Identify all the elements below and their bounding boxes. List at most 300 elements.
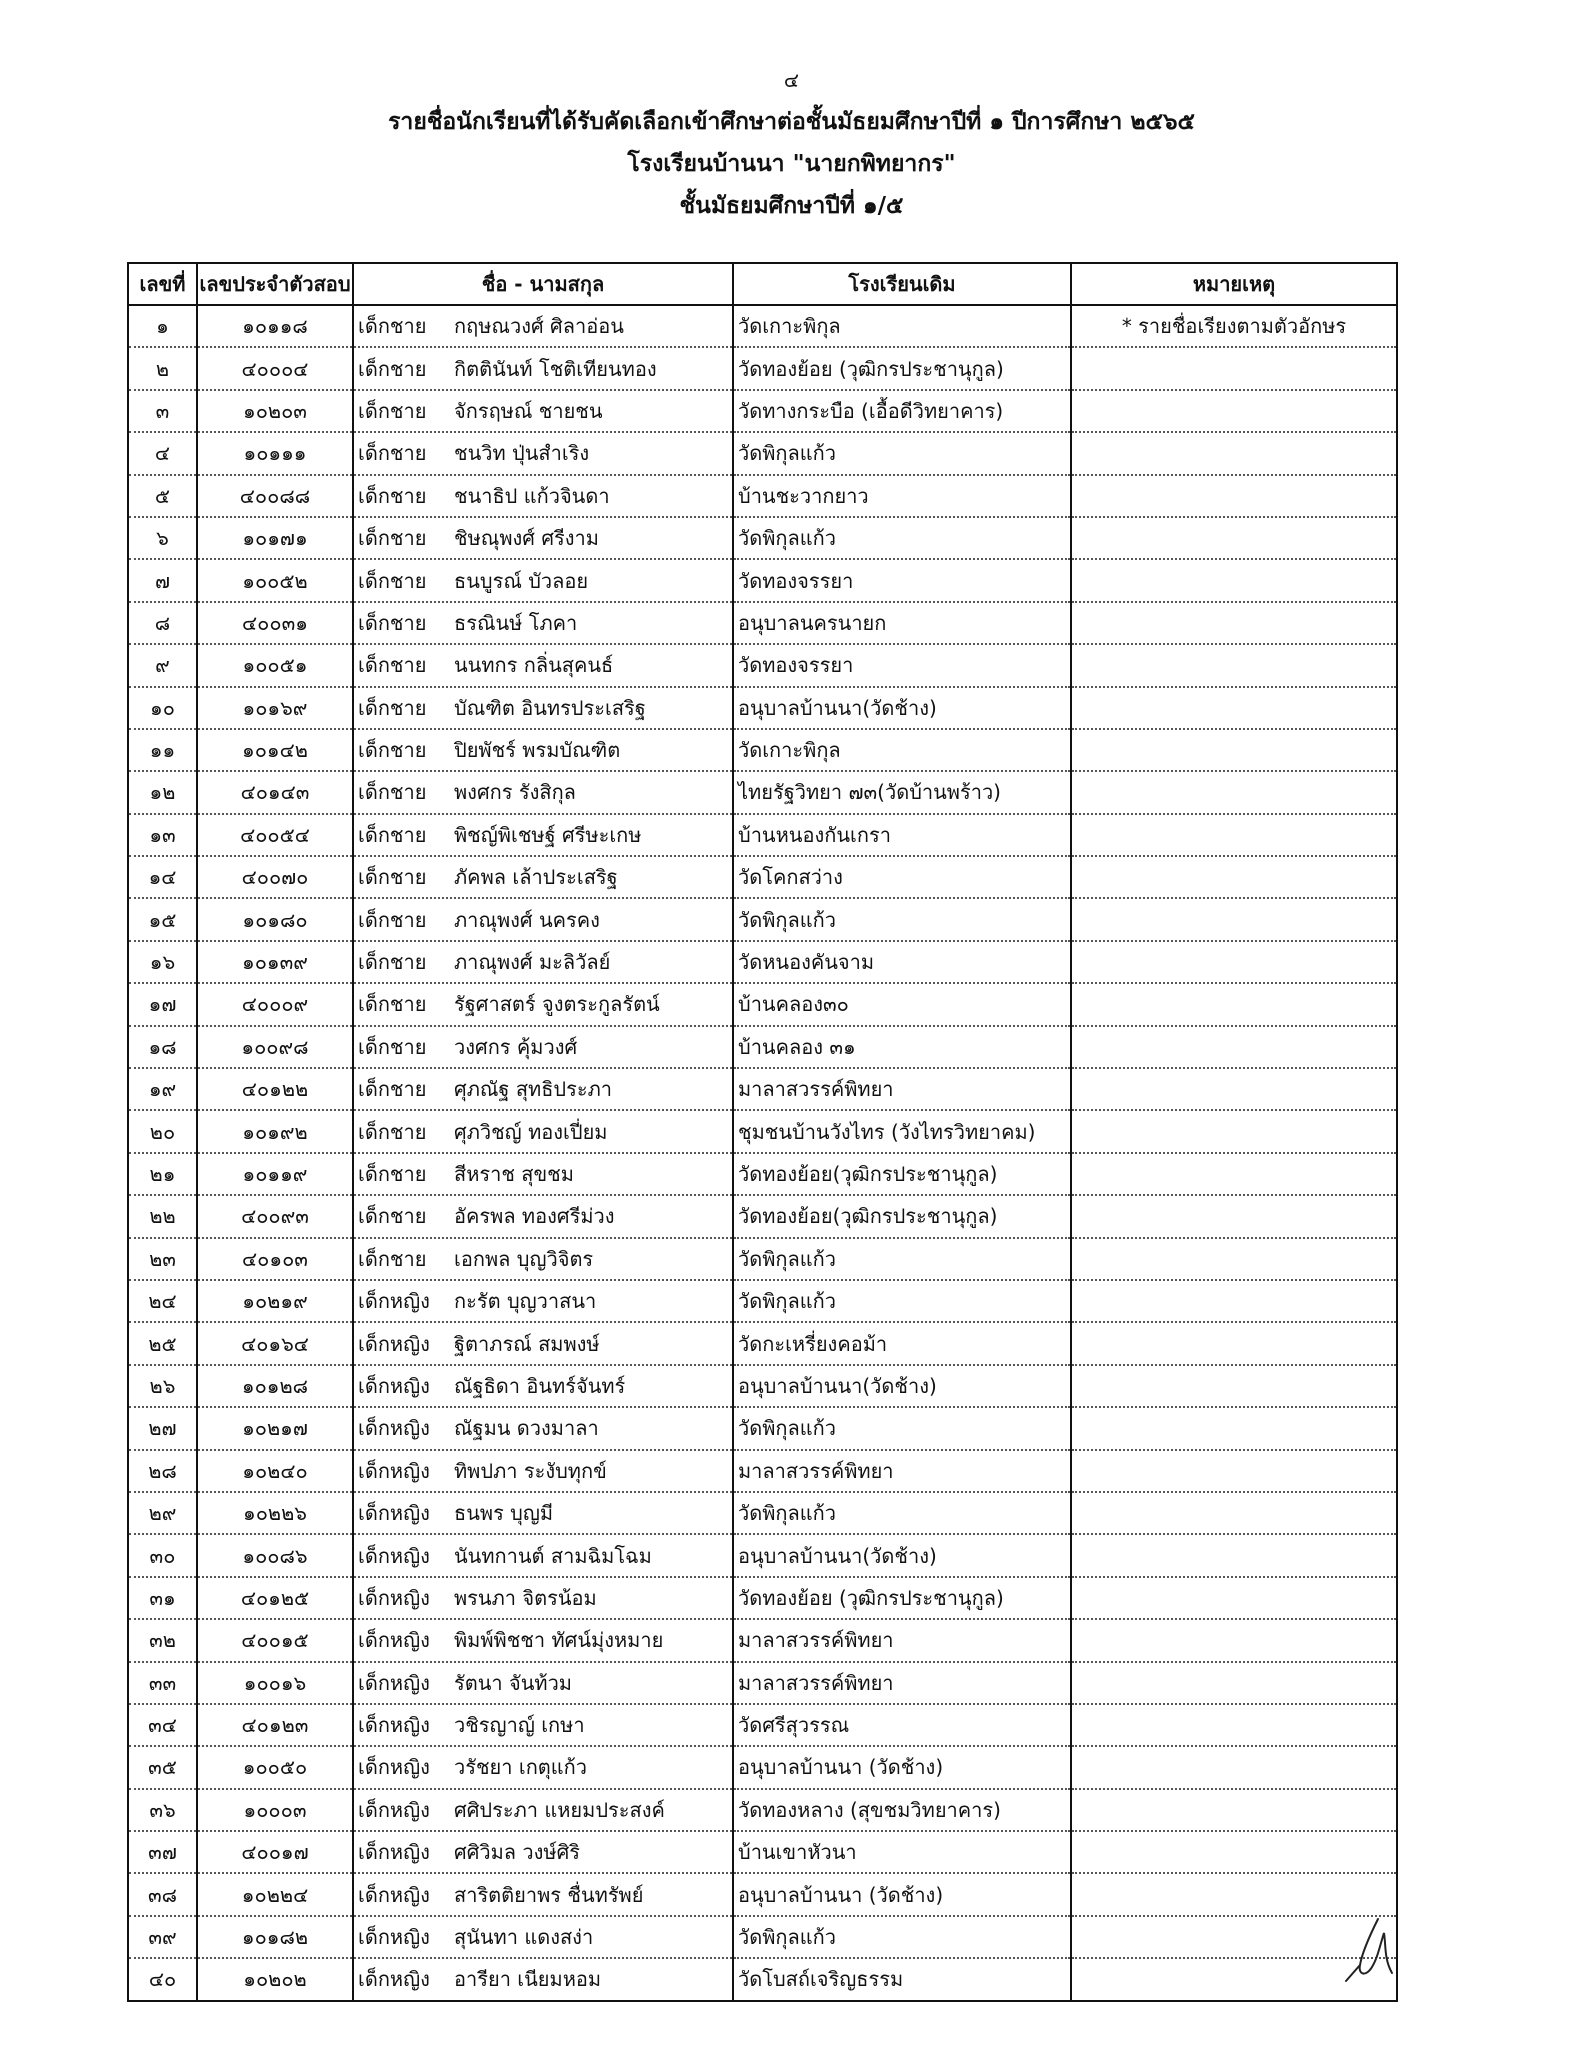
exam-id: [197, 1195, 353, 1237]
row-number: [128, 1026, 197, 1068]
table-row: [128, 1916, 1397, 1958]
student-name: [353, 1831, 733, 1873]
exam-id-text: ๑๐๐๕๐: [242, 1755, 308, 1780]
student-name: [353, 305, 733, 347]
exam-id-text: ๔๐๐๘๘: [239, 483, 311, 508]
name-prefix: เด็กหญิง: [358, 1755, 430, 1780]
remark: [1071, 1873, 1397, 1915]
row-number: [128, 1662, 197, 1704]
exam-id: [197, 1958, 353, 2000]
previous-school: [733, 856, 1071, 898]
school-text: มาลาสวรรค์พิทยา: [738, 1458, 894, 1483]
name-prefix: เด็กชาย: [358, 441, 427, 466]
row-number-text: ๓๐: [149, 1543, 176, 1568]
row-number: [128, 1153, 197, 1195]
exam-id-text: ๔๐๐๐๔: [241, 356, 309, 381]
row-number: [128, 1195, 197, 1237]
school-text: วัดทองย้อย(วุฒิกรประชานุกูล): [738, 1204, 998, 1229]
remark: [1071, 1110, 1397, 1152]
row-number-text: ๑๔: [148, 865, 177, 890]
previous-school: [733, 1110, 1071, 1152]
previous-school: [733, 1407, 1071, 1449]
name-prefix: เด็กชาย: [358, 526, 427, 551]
full-name: กิตตินันท์ โชติเทียนทอง: [454, 356, 657, 381]
remark: [1071, 1619, 1397, 1661]
school-text: บ้านหนองกันเกรา: [738, 822, 891, 847]
name-prefix: เด็กชาย: [358, 1162, 427, 1186]
header-school: โรงเรียนเดิม: [733, 263, 1071, 305]
exam-id: [197, 1068, 353, 1110]
row-number-text: ๙: [155, 653, 170, 678]
table-row: [128, 1195, 1397, 1237]
name-prefix: เด็กชาย: [358, 1204, 427, 1229]
row-number-text: ๒๓: [149, 1246, 176, 1271]
exam-id: [197, 1789, 353, 1831]
name-prefix: เด็กชาย: [358, 695, 427, 720]
school-text: วัดเกาะพิกุล: [738, 738, 841, 763]
name-prefix: เด็กหญิง: [358, 1331, 430, 1356]
header-remark: หมายเหตุ: [1071, 263, 1397, 305]
exam-id-text: ๑๐๐๕๑: [242, 653, 308, 678]
table-body: [128, 305, 1397, 2001]
full-name: วรัชยา เกตุแก้ว: [454, 1755, 588, 1780]
previous-school: [733, 941, 1071, 983]
exam-id-text: ๔๐๐๐๙: [241, 992, 309, 1017]
remark: [1071, 1450, 1397, 1492]
exam-id-text: ๔๐๑๒๕: [240, 1585, 310, 1610]
table-row: [128, 1746, 1397, 1788]
exam-id: [197, 1534, 353, 1576]
school-text: มาลาสวรรค์พิทยา: [738, 1670, 894, 1695]
name-prefix: เด็กชาย: [358, 780, 427, 805]
exam-id-text: ๔๐๐๓๑: [242, 610, 308, 635]
row-number: [128, 1238, 197, 1280]
remark: [1071, 1831, 1397, 1873]
row-number-text: ๒๖: [149, 1373, 176, 1398]
exam-id-text: ๑๐๑๙๒: [242, 1119, 308, 1144]
exam-id-text: ๑๐๒๐๒: [243, 1967, 307, 1992]
remark: [1071, 475, 1397, 517]
previous-school: [733, 1916, 1071, 1958]
previous-school: [733, 1026, 1071, 1068]
previous-school: [733, 729, 1071, 771]
school-text: วัดโบสถ์เจริญธรรม: [738, 1967, 904, 1992]
previous-school: [733, 1789, 1071, 1831]
student-name: [353, 644, 733, 686]
remark: [1071, 559, 1397, 601]
exam-id-text: ๑๐๒๑๙: [242, 1289, 308, 1314]
table-row: [128, 1322, 1397, 1364]
remark: [1071, 390, 1397, 432]
previous-school: [733, 1195, 1071, 1237]
exam-id-text: ๔๐๑๔๓: [240, 780, 310, 805]
exam-id-text: ๑๐๑๔๒: [242, 738, 308, 763]
school-text: วัดเกาะพิกุล: [738, 314, 841, 339]
remark: [1071, 1195, 1397, 1237]
full-name: ศุภณัฐ สุทธิประภา: [454, 1077, 613, 1102]
row-number: [128, 1916, 197, 1958]
exam-id-text: ๔๐๐๙๓: [241, 1204, 309, 1229]
row-number-text: ๔๐: [148, 1967, 177, 1992]
name-prefix: เด็กชาย: [358, 1246, 427, 1271]
name-prefix: เด็กหญิง: [358, 1967, 430, 1992]
school-text: วัดทองหลาง (สุขชมวิทยาคาร): [738, 1797, 1001, 1822]
exam-id: [197, 1873, 353, 1915]
previous-school: [733, 1322, 1071, 1364]
full-name: ณัฐธิดา อินทร์จันทร์: [454, 1373, 626, 1398]
remark: [1071, 687, 1397, 729]
previous-school: [733, 1746, 1071, 1788]
student-name: [353, 559, 733, 601]
remark: [1071, 432, 1397, 474]
school-text: วัดโคกสว่าง: [738, 865, 843, 890]
name-prefix: เด็กหญิง: [358, 1840, 430, 1865]
full-name: อารียา เนียมหอม: [454, 1967, 602, 1992]
exam-id-text: ๑๐๐๙๘: [241, 1034, 309, 1059]
name-prefix: เด็กหญิง: [358, 1543, 430, 1568]
remark: [1071, 898, 1397, 940]
name-prefix: เด็กหญิง: [358, 1628, 430, 1653]
full-name: ทิพปภา ระงับทุกข์: [454, 1458, 607, 1483]
row-number-text: ๒๐: [149, 1119, 176, 1144]
full-name: รัตนา จันท้วม: [454, 1670, 572, 1695]
school-text: วัดพิกุลแก้ว: [738, 1289, 836, 1314]
full-name: บัณฑิต อินทรประเสริฐ: [454, 695, 646, 720]
row-number: [128, 602, 197, 644]
previous-school: [733, 1577, 1071, 1619]
table-row: [128, 1365, 1397, 1407]
exam-id-text: ๑๐๑๑๑: [243, 441, 307, 466]
exam-id: [197, 390, 353, 432]
school-text: วัดพิกุลแก้ว: [738, 441, 836, 466]
exam-id-text: ๑๐๑๒๘: [241, 1373, 309, 1398]
name-prefix: เด็กหญิง: [358, 1289, 430, 1314]
student-name: [353, 1238, 733, 1280]
row-number-text: ๑๐: [150, 695, 175, 720]
remark: [1071, 1322, 1397, 1364]
remark: [1071, 729, 1397, 771]
full-name: ธรณินษ์ โภคา: [454, 610, 578, 635]
exam-id: [197, 898, 353, 940]
school-text: วัดทองจรรยา: [738, 653, 854, 678]
school-text: วัดทางกระบือ (เอื้อดีวิทยาคาร): [738, 398, 1004, 423]
student-name: [353, 390, 733, 432]
row-number-text: ๓๕: [148, 1755, 177, 1780]
table-row: [128, 1662, 1397, 1704]
exam-id-text: ๔๐๑๐๓: [242, 1246, 308, 1271]
signature-mark: [1340, 1915, 1410, 1985]
table-row: [128, 1068, 1397, 1110]
name-prefix: เด็กหญิง: [358, 1670, 430, 1695]
exam-id-text: ๑๐๑๓๙: [242, 950, 308, 975]
row-number: [128, 475, 197, 517]
exam-id-text: ๔๐๑๖๔: [241, 1331, 309, 1356]
table-row: [128, 1704, 1397, 1746]
row-number-text: ๑๖: [149, 950, 176, 975]
school-text: วัดพิกุลแก้ว: [738, 907, 836, 932]
previous-school: [733, 771, 1071, 813]
exam-id: [197, 432, 353, 474]
remark: [1071, 856, 1397, 898]
student-name: [353, 1534, 733, 1576]
row-number: [128, 856, 197, 898]
row-number-text: ๑๒: [149, 780, 176, 805]
exam-id-text: ๔๐๑๒๓: [241, 1713, 309, 1738]
exam-id: [197, 983, 353, 1025]
school-text: บ้านคลอง๓๐: [738, 992, 849, 1017]
exam-id: [197, 602, 353, 644]
row-number-text: ๓๒: [149, 1628, 176, 1653]
exam-id-text: ๑๐๒๔๐: [242, 1458, 308, 1483]
table-row: [128, 941, 1397, 983]
row-number: [128, 347, 197, 389]
name-prefix: เด็กหญิง: [358, 1585, 430, 1610]
school-text: วัดกะเหรี่ยงคอม้า: [738, 1331, 888, 1356]
previous-school: [733, 1958, 1071, 2000]
row-number: [128, 1619, 197, 1661]
full-name: ศุภวิชญ์ ทองเปี่ยม: [454, 1119, 608, 1144]
school-text: วัดพิกุลแก้ว: [738, 1501, 836, 1526]
row-number: [128, 1365, 197, 1407]
row-number: [128, 771, 197, 813]
full-name: พงศกร รังสิกุล: [454, 780, 576, 805]
exam-id: [197, 1577, 353, 1619]
school-text: อนุบาลบ้านนา(วัดช้าง): [738, 1373, 937, 1398]
exam-id: [197, 1280, 353, 1322]
name-prefix: เด็กชาย: [358, 398, 427, 423]
remark: [1071, 1662, 1397, 1704]
full-name: สาริตติยาพร ชื่นทรัพย์: [454, 1882, 644, 1907]
exam-id: [197, 347, 353, 389]
name-prefix: เด็กชาย: [358, 1034, 427, 1059]
table-row: [128, 1153, 1397, 1195]
exam-id-text: ๑๐๒๐๓: [243, 398, 307, 423]
remark: [1071, 1746, 1397, 1788]
table-row: [128, 814, 1397, 856]
name-prefix: เด็กชาย: [358, 865, 427, 890]
exam-id: [197, 1238, 353, 1280]
school-text: วัดศรีสุวรรณ: [738, 1713, 850, 1738]
row-number: [128, 1450, 197, 1492]
name-prefix: เด็กหญิง: [358, 1797, 430, 1822]
remark: [1071, 941, 1397, 983]
student-name: [353, 1746, 733, 1788]
row-number: [128, 390, 197, 432]
remark: [1071, 1280, 1397, 1322]
student-name: [353, 1280, 733, 1322]
name-prefix: เด็กหญิง: [358, 1713, 430, 1738]
full-name: ชนวิท ปุ่นสำเริง: [454, 441, 590, 466]
exam-id: [197, 729, 353, 771]
row-number-text: ๑๓: [149, 822, 176, 847]
row-number-text: ๓๗: [148, 1840, 177, 1865]
table-row: [128, 1534, 1397, 1576]
previous-school: [733, 1068, 1071, 1110]
remark: [1071, 1789, 1397, 1831]
previous-school: [733, 898, 1071, 940]
student-name: [353, 517, 733, 559]
name-prefix: เด็กหญิง: [358, 1882, 430, 1907]
row-number: [128, 517, 197, 559]
student-name: [353, 1407, 733, 1449]
school-text: วัดทองย้อย (วุฒิกรประชานุกูล): [738, 1585, 1004, 1610]
full-name: ศศิวิมล วงษ์ศิริ: [454, 1840, 581, 1865]
exam-id: [197, 1322, 353, 1364]
remark: [1071, 644, 1397, 686]
previous-school: [733, 347, 1071, 389]
full-name: สีหราช สุขชม: [454, 1162, 574, 1186]
remark: [1071, 1238, 1397, 1280]
name-prefix: เด็กชาย: [358, 907, 427, 932]
table-row: [128, 983, 1397, 1025]
full-name: อัครพล ทองศรีม่วง: [454, 1204, 615, 1229]
remark: [1071, 1153, 1397, 1195]
full-name: พิมพ์พิชชา ทัศน์มุ่งหมาย: [454, 1628, 664, 1653]
table-row: [128, 390, 1397, 432]
full-name: ฐิตาภรณ์ สมพงษ์: [454, 1331, 600, 1356]
exam-id: [197, 644, 353, 686]
row-number: [128, 1068, 197, 1110]
row-number: [128, 1831, 197, 1873]
full-name: ชิษณุพงศ์ ศรีงาม: [454, 526, 599, 551]
school-text: มาลาสวรรค์พิทยา: [738, 1077, 894, 1102]
name-prefix: เด็กชาย: [358, 1119, 427, 1144]
school-text: อนุบาลบ้านนา(วัดช้าง): [738, 1543, 937, 1568]
student-name: [353, 687, 733, 729]
student-name: [353, 1873, 733, 1915]
row-number-text: ๑๑: [149, 738, 176, 763]
name-prefix: เด็กชาย: [358, 568, 427, 593]
remark: [1071, 983, 1397, 1025]
student-name: [353, 1195, 733, 1237]
row-number-text: ๓: [155, 398, 170, 423]
row-number: [128, 1280, 197, 1322]
exam-id: [197, 1450, 353, 1492]
row-number-text: ๒๒: [149, 1204, 176, 1229]
previous-school: [733, 1365, 1071, 1407]
table-row: [128, 1789, 1397, 1831]
previous-school: [733, 305, 1071, 347]
exam-id: [197, 1110, 353, 1152]
full-name: พรนภา จิตรน้อม: [454, 1585, 597, 1610]
exam-id-text: ๑๐๑๖๙: [242, 695, 308, 720]
remark: [1071, 1068, 1397, 1110]
row-number: [128, 1534, 197, 1576]
student-name: [353, 729, 733, 771]
row-number-text: ๓๘: [147, 1882, 178, 1907]
name-prefix: เด็กชาย: [358, 950, 427, 975]
table-row: [128, 602, 1397, 644]
row-number-text: ๒๕: [148, 1331, 177, 1356]
row-number-text: ๒๘: [148, 1458, 177, 1483]
school-text: อนุบาลบ้านนา (วัดช้าง): [738, 1882, 944, 1907]
previous-school: [733, 1619, 1071, 1661]
full-name: วชิรญาญ์ เกษา: [454, 1713, 585, 1738]
full-name: รัฐศาสตร์ จูงตระกูลรัตน์: [454, 992, 660, 1017]
name-prefix: เด็กชาย: [358, 822, 427, 847]
row-number: [128, 687, 197, 729]
remark: [1071, 1534, 1397, 1576]
school-text: วัดทองย้อย (วุฒิกรประชานุกูล): [738, 356, 1004, 381]
row-number-text: ๑: [156, 314, 169, 339]
full-name: สุนันทา แดงสง่า: [454, 1925, 594, 1950]
table-row: [128, 1110, 1397, 1152]
full-name: จักรฤษณ์ ชายชน: [454, 398, 603, 423]
table-row: [128, 687, 1397, 729]
exam-id: [197, 305, 353, 347]
exam-id: [197, 1492, 353, 1534]
header-exam-id: เลขประจำตัวสอบ: [197, 263, 353, 305]
table-row: [128, 1492, 1397, 1534]
table-header: [128, 263, 1397, 305]
previous-school: [733, 559, 1071, 601]
student-name: [353, 856, 733, 898]
full-name: เอกพล บุญวิจิตร: [454, 1246, 594, 1271]
previous-school: [733, 1492, 1071, 1534]
student-name: [353, 1110, 733, 1152]
previous-school: [733, 475, 1071, 517]
school-text: ไทยรัฐวิทยา ๗๓(วัดบ้านพร้าว): [738, 780, 1001, 805]
name-prefix: เด็กหญิง: [358, 1501, 430, 1526]
header-name: ชื่อ - นามสกุล: [353, 263, 733, 305]
table-row: [128, 475, 1397, 517]
table-row: [128, 517, 1397, 559]
school-text: วัดพิกุลแก้ว: [738, 1246, 836, 1271]
row-number-text: ๘: [154, 610, 171, 635]
exam-id: [197, 517, 353, 559]
student-name: [353, 1322, 733, 1364]
row-number: [128, 1110, 197, 1152]
row-number: [128, 1322, 197, 1364]
student-name: [353, 1450, 733, 1492]
exam-id: [197, 941, 353, 983]
exam-id-text: ๑๐๐๘๖: [242, 1543, 308, 1568]
table-row: [128, 305, 1397, 347]
row-number: [128, 1746, 197, 1788]
exam-id-text: ๑๐๒๒๖: [243, 1501, 307, 1526]
student-name: [353, 1662, 733, 1704]
exam-id-text: ๑๐๐๐๓: [243, 1797, 307, 1822]
table-row: [128, 1831, 1397, 1873]
exam-id-text: ๑๐๑๘๒: [241, 1925, 309, 1950]
previous-school: [733, 1534, 1071, 1576]
remark: [1071, 1577, 1397, 1619]
exam-id: [197, 1662, 353, 1704]
exam-id: [197, 1026, 353, 1068]
row-number: [128, 898, 197, 940]
exam-id: [197, 856, 353, 898]
class-level: ชั้นมัธยมศึกษาปีที่ ๑/๕: [679, 193, 904, 219]
exam-id-text: ๔๐๐๑๕: [241, 1628, 309, 1653]
full-name: ภัคพล เล้าประเสริฐ: [454, 865, 618, 890]
school-name: โรงเรียนบ้านนา "นายกพิทยากร": [627, 151, 956, 177]
student-name: [353, 602, 733, 644]
row-number-text: ๑๕: [148, 907, 177, 932]
row-number-text: ๑๘: [148, 1034, 177, 1059]
student-name: [353, 814, 733, 856]
previous-school: [733, 1662, 1071, 1704]
full-name: นันทกานต์ สามฉิมโฉม: [454, 1543, 652, 1568]
student-name: [353, 941, 733, 983]
exam-id: [197, 1704, 353, 1746]
previous-school: [733, 1831, 1071, 1873]
previous-school: [733, 1450, 1071, 1492]
exam-id-text: ๔๐๐๗๐: [241, 865, 309, 890]
student-roster-table: [127, 262, 1398, 2002]
row-number: [128, 1492, 197, 1534]
name-prefix: เด็กชาย: [358, 653, 427, 678]
student-name: [353, 1577, 733, 1619]
